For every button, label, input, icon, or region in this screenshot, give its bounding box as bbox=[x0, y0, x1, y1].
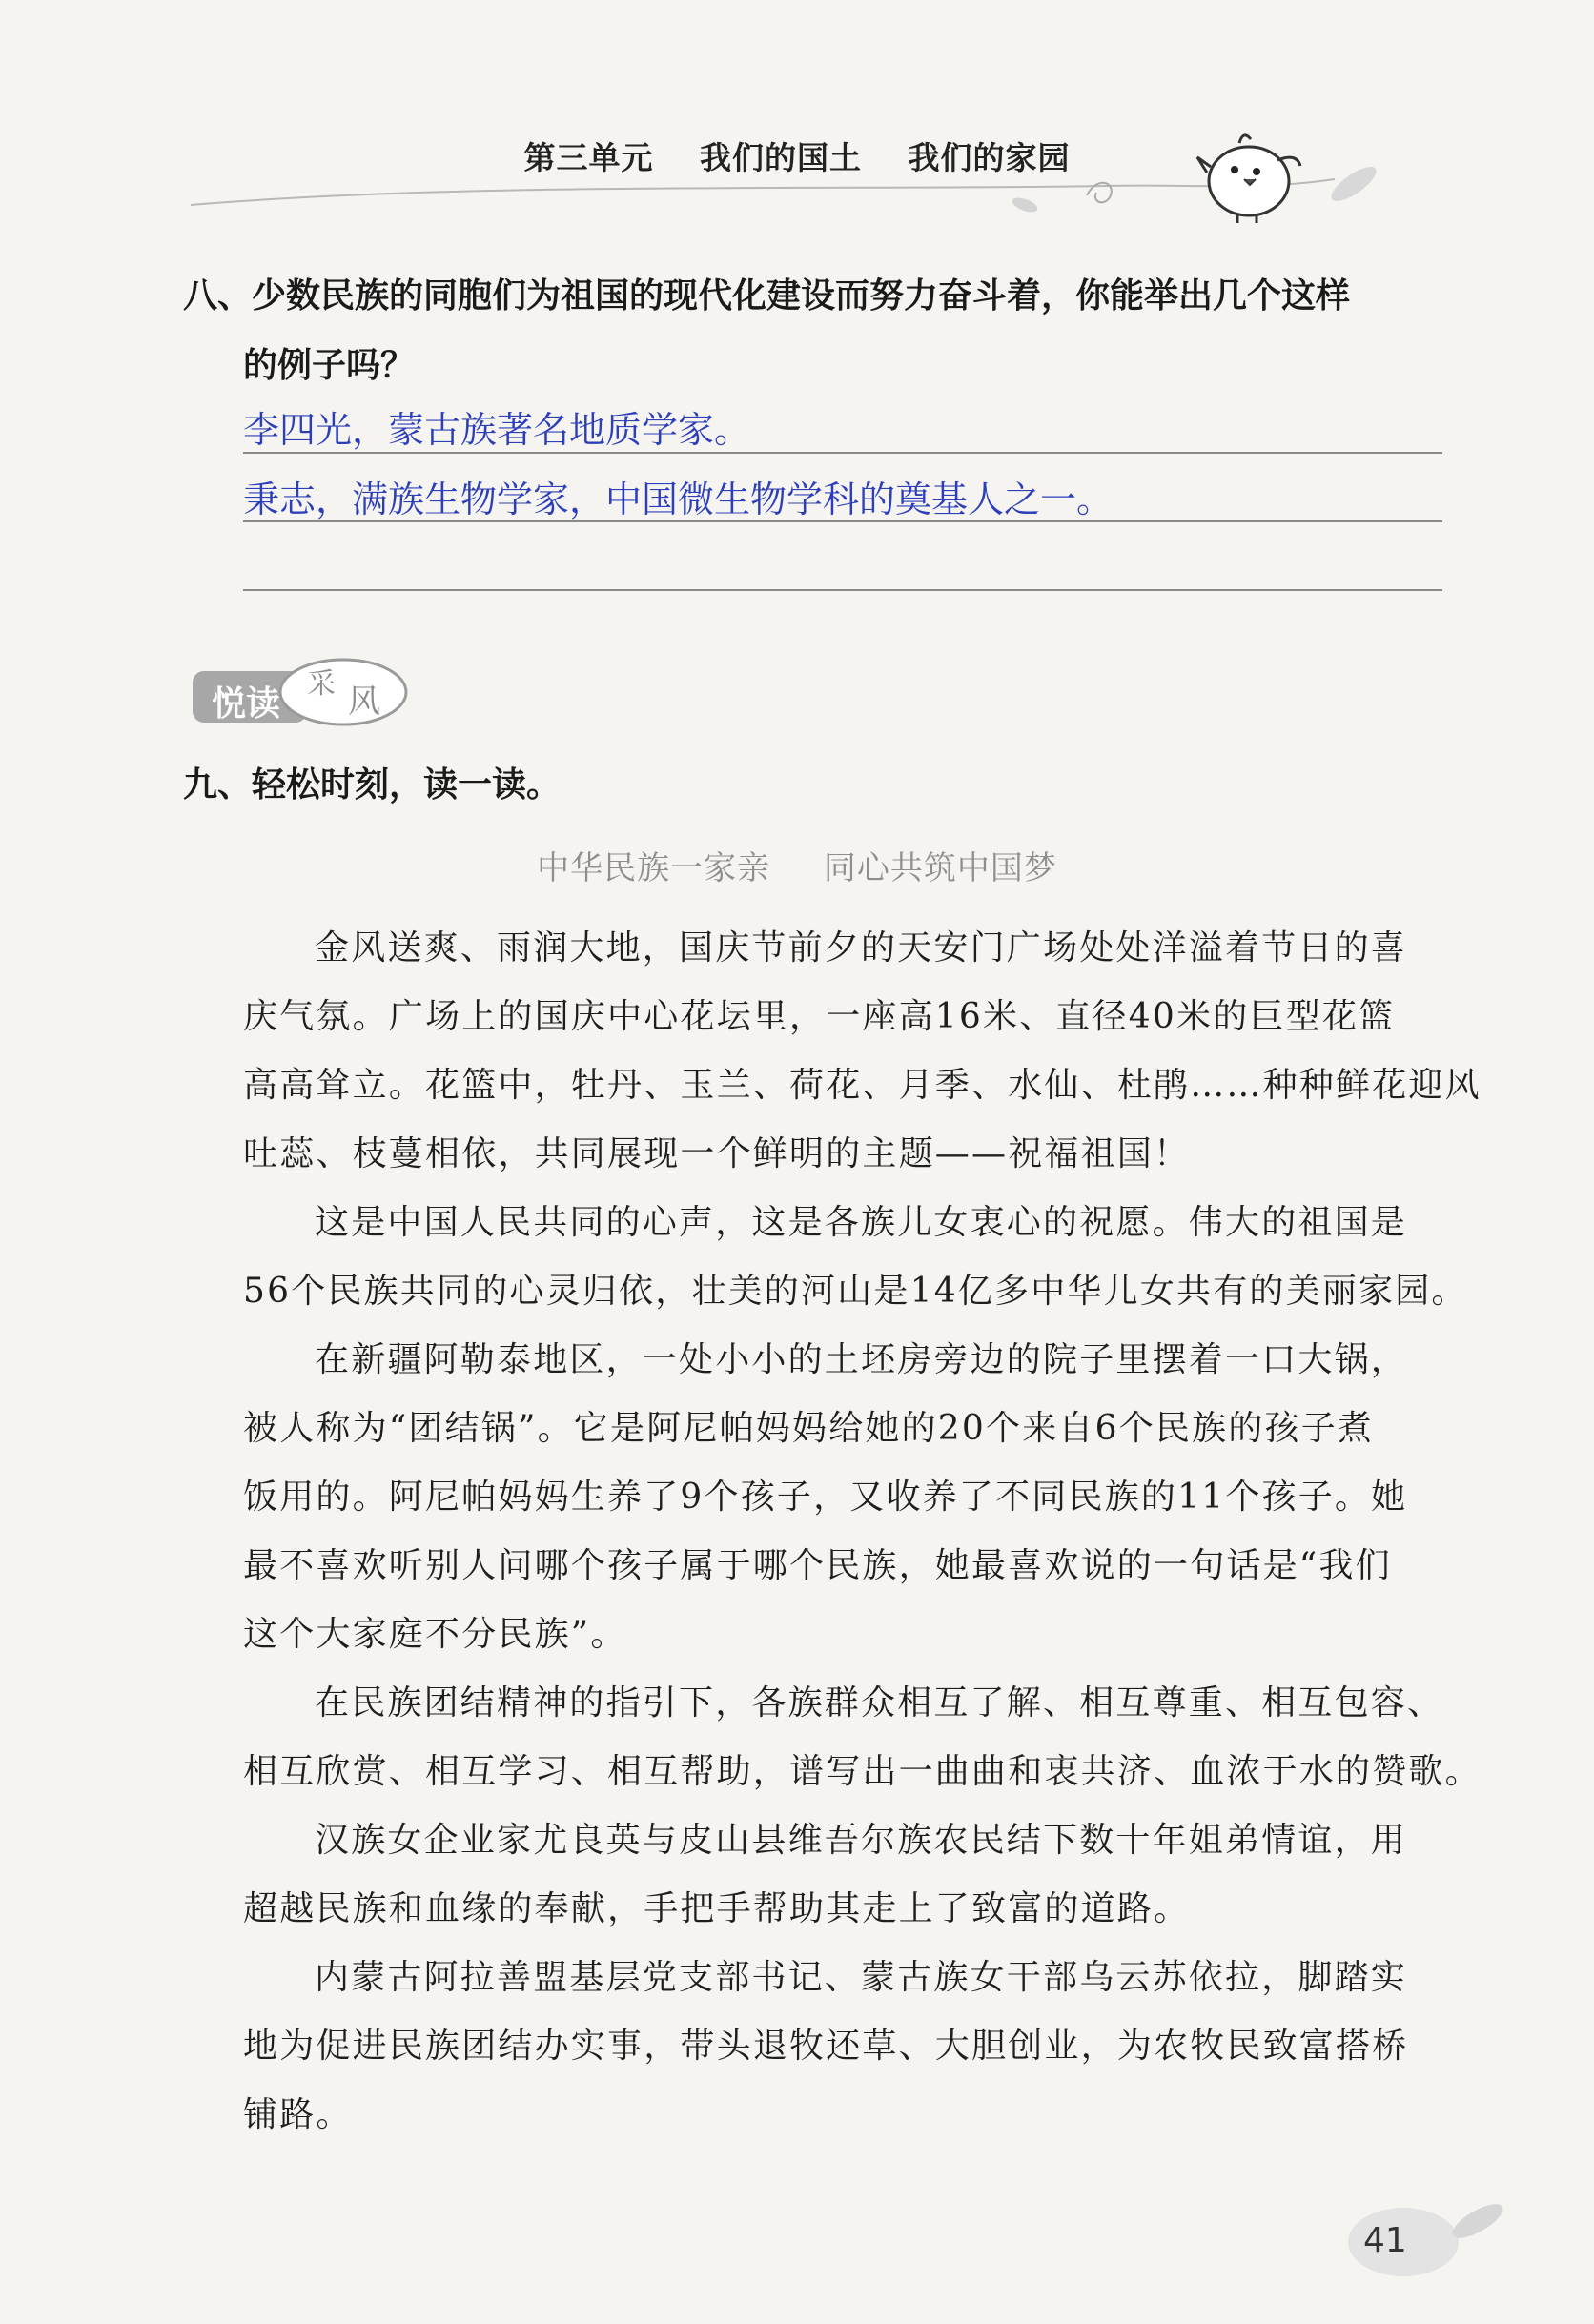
answer-line-1: 李四光，蒙古族著名地质学家。 bbox=[243, 409, 751, 451]
page-number: 41 bbox=[1363, 2221, 1407, 2260]
header-title bbox=[0, 133, 1594, 178]
article-line: 这是中国人民共同的心声，这是各族儿女衷心的祝愿。伟大的祖国是 bbox=[315, 1203, 1408, 1242]
question-9-title: 九、轻松时刻，读一读。 bbox=[183, 765, 562, 805]
article-line: 在民族团结精神的指引下，各族群众相互了解、相互尊重、相互包容、 bbox=[315, 1683, 1444, 1723]
article-line: 金风送爽、雨润大地，国庆节前夕的天安门广场处处洋溢着节日的喜 bbox=[315, 928, 1408, 968]
leaf-icon bbox=[1011, 195, 1039, 215]
header-part2: 我们的家园 bbox=[908, 139, 1071, 176]
article-line: 在新疆阿勒泰地区，一处小小的土坯房旁边的院子里摆着一口大锅， bbox=[315, 1340, 1408, 1379]
header-part1: 我们的国土 bbox=[700, 139, 862, 176]
answer-rule-2 bbox=[243, 520, 1442, 522]
article-line: 地为促进民族团结办实事，带头退牧还草、大胆创业，为农牧民致富搭桥 bbox=[243, 2027, 1409, 2066]
article-line: 被人称为“团结锅”。它是阿尼帕妈妈给她的20个来自6个民族的孩子煮 bbox=[243, 1409, 1375, 1448]
article-title bbox=[0, 842, 1594, 888]
header-wavy-line-icon bbox=[191, 179, 1335, 205]
section-badge bbox=[191, 644, 410, 734]
badge-sub-text-1: 采 bbox=[307, 667, 336, 701]
article-line: 高高耸立。花篮中，牡丹、玉兰、荷花、月季、水仙、杜鹃……种种鲜花迎风 bbox=[243, 1066, 1482, 1105]
article-line: 相互欣赏、相互学习、相互帮助，谱写出一曲曲和衷共济、血浓于水的赞歌。 bbox=[243, 1752, 1482, 1791]
header-unit: 第三单元 bbox=[523, 139, 654, 176]
article-line: 汉族女企业家尤良英与皮山县维吾尔族农民结下数十年姐弟情谊，用 bbox=[315, 1821, 1408, 1860]
article-line: 56个民族共同的心灵归依，壮美的河山是14亿多中华儿女共有的美丽家园。 bbox=[243, 1272, 1468, 1311]
article-line: 铺路。 bbox=[243, 2095, 353, 2134]
article-title-part1: 中华民族一家亲 bbox=[537, 849, 771, 887]
article-line: 庆气氛。广场上的国庆中心花坛里，一座高16米、直径40米的巨型花篮 bbox=[243, 997, 1396, 1036]
article-line: 这个大家庭不分民族”。 bbox=[243, 1615, 627, 1654]
answer-rule-1 bbox=[243, 452, 1442, 454]
answer-line-2: 秉志，满族生物学家，中国微生物学科的奠基人之一。 bbox=[243, 479, 1114, 520]
question-8-line-1: 八、少数民族的同胞们为祖国的现代化建设而努力奋斗着，你能举出几个这样 bbox=[183, 276, 1351, 316]
answer-rule-3 bbox=[243, 589, 1442, 591]
header-decoration bbox=[0, 0, 1594, 248]
article-line: 饭用的。阿尼帕妈妈生养了9个孩子，又收养了不同民族的11个孩子。她 bbox=[243, 1478, 1408, 1517]
article-line: 吐蕊、枝蔓相依，共同展现一个鲜明的主题——祝福祖国！ bbox=[243, 1134, 1191, 1173]
badge-sub-text-2: 风 bbox=[348, 683, 380, 721]
article-line: 最不喜欢听别人问哪个孩子属于哪个民族，她最喜欢说的一句话是“我们 bbox=[243, 1546, 1392, 1585]
badge-main-text: 悦读 bbox=[212, 684, 281, 724]
article-line: 超越民族和血缘的奉献，手把手帮助其走上了致富的道路。 bbox=[243, 1889, 1191, 1928]
article-title-part2: 同心共筑中国梦 bbox=[823, 849, 1057, 887]
article-line: 内蒙古阿拉善盟基层党支部书记、蒙古族女干部乌云苏依拉，脚踏实 bbox=[315, 1958, 1408, 1997]
question-8-line-2: 的例子吗？ bbox=[243, 346, 416, 385]
